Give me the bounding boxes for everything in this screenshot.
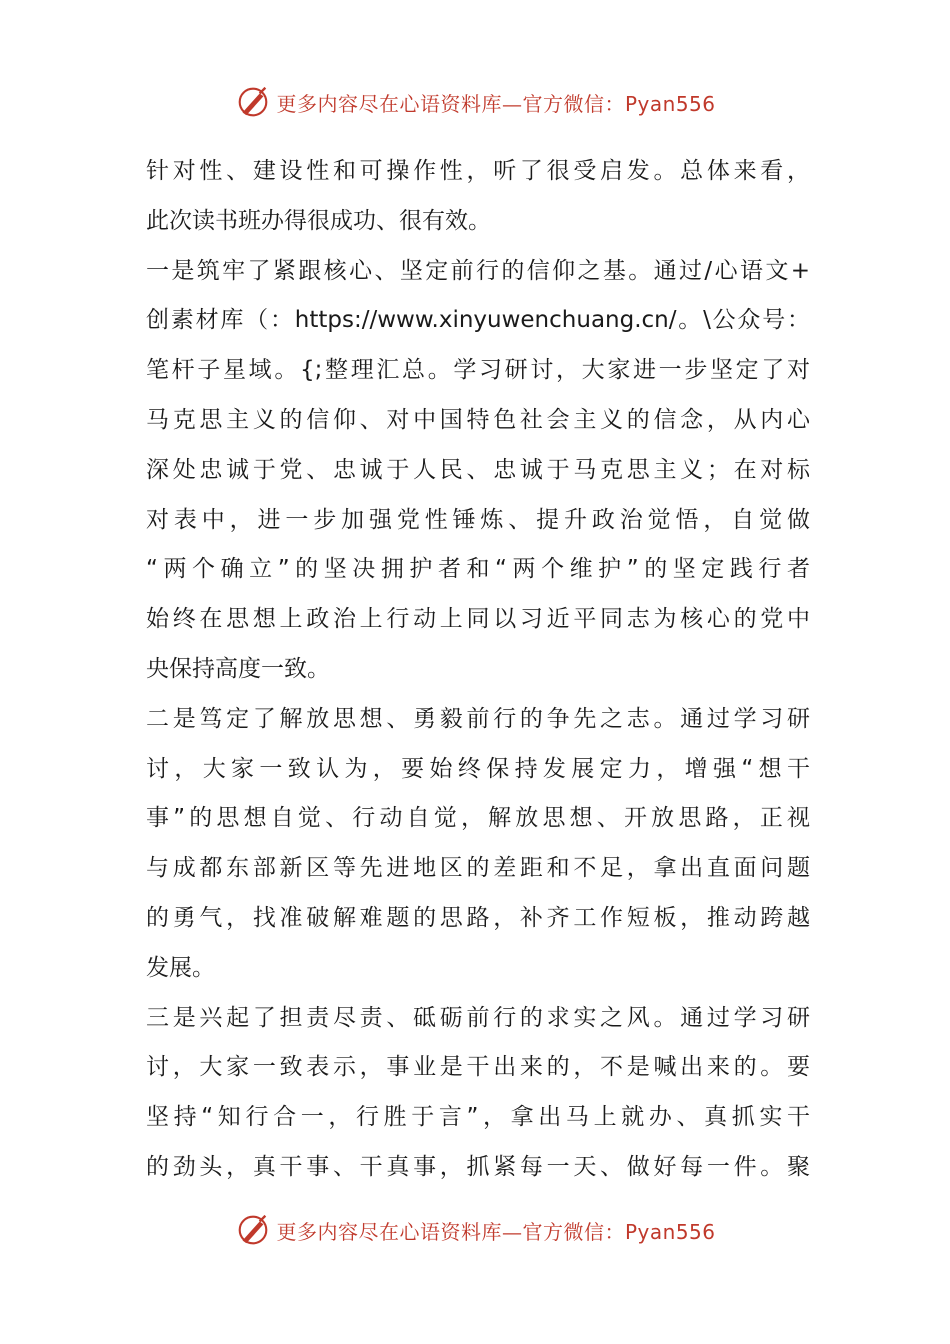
text-line: 讨，大家一致表示，事业是干出来的，不是喊出来的。要: [146, 1054, 810, 1081]
text-line: 的勇气，找准破解难题的思路，补齐工作短板，推动跨越: [146, 904, 810, 931]
footer-banner-text: 更多内容尽在心语资料库—官方微信：Pyan556: [276, 1219, 716, 1244]
text-line: 马克思主义的信仰、对中国特色社会主义的信念，从内心: [146, 406, 810, 433]
text-line: 发展。: [146, 954, 215, 981]
text-line: 与成都东部新区等先进地区的差距和不足，拿出直面问题: [146, 855, 810, 882]
pen-logo-icon: [234, 1211, 272, 1249]
text-line: “两个确立”的坚决拥护者和“两个维护”的坚定践行者: [146, 556, 810, 583]
text-line: 三是兴起了担责尽责、砥砺前行的求实之风。通过学习研: [146, 1004, 810, 1031]
text-line: 针对性、建设性和可操作性，听了很受启发。总体来看，: [146, 158, 810, 184]
pen-logo-icon: [234, 83, 272, 121]
text-line: 深处忠诚于党、忠诚于人民、忠诚于马克思主义；在对标: [146, 456, 810, 483]
text-line: 讨，大家一致认为，要始终保持发展定力，增强“想干: [146, 755, 810, 782]
text-line: 笔杆子星域。{;整理汇总。学习研讨，大家进一步坚定了对: [146, 357, 810, 384]
text-line: 一是筑牢了紧跟核心、坚定前行的信仰之基。通过/心语文+: [146, 257, 810, 284]
text-line: 创素材库（：https://www.xinyuwenchuang.cn/。\公众号：: [146, 307, 810, 334]
text-line: 二是笃定了解放思想、勇毅前行的争先之志。通过学习研: [146, 705, 810, 732]
header-banner-text: 更多内容尽在心语资料库—官方微信：Pyan556: [276, 91, 716, 116]
text-line: 坚持“知行合一，行胜于言”，拿出马上就办、真抓实干: [146, 1104, 810, 1131]
wechat-handle: Pyan556: [624, 1219, 716, 1244]
text-line: 的劲头，真干事、干真事，抓紧每一天、做好每一件。聚: [146, 1153, 810, 1180]
text-line: 事”的思想自觉、行动自觉，解放思想、开放思路，正视: [146, 805, 810, 832]
text-line: 此次读书班办得很成功、很有效。: [146, 207, 491, 234]
text-line: 始终在思想上政治上行动上同以习近平同志为核心的党中: [146, 606, 810, 633]
text-line: 对表中，进一步加强党性锤炼、提升政治觉悟，自觉做: [146, 506, 810, 533]
wechat-handle: Pyan556: [624, 91, 716, 116]
header-banner: [0, 82, 950, 122]
footer-banner: [0, 1210, 950, 1250]
document-body: [146, 147, 810, 1193]
text-line: 央保持高度一致。: [146, 655, 330, 682]
